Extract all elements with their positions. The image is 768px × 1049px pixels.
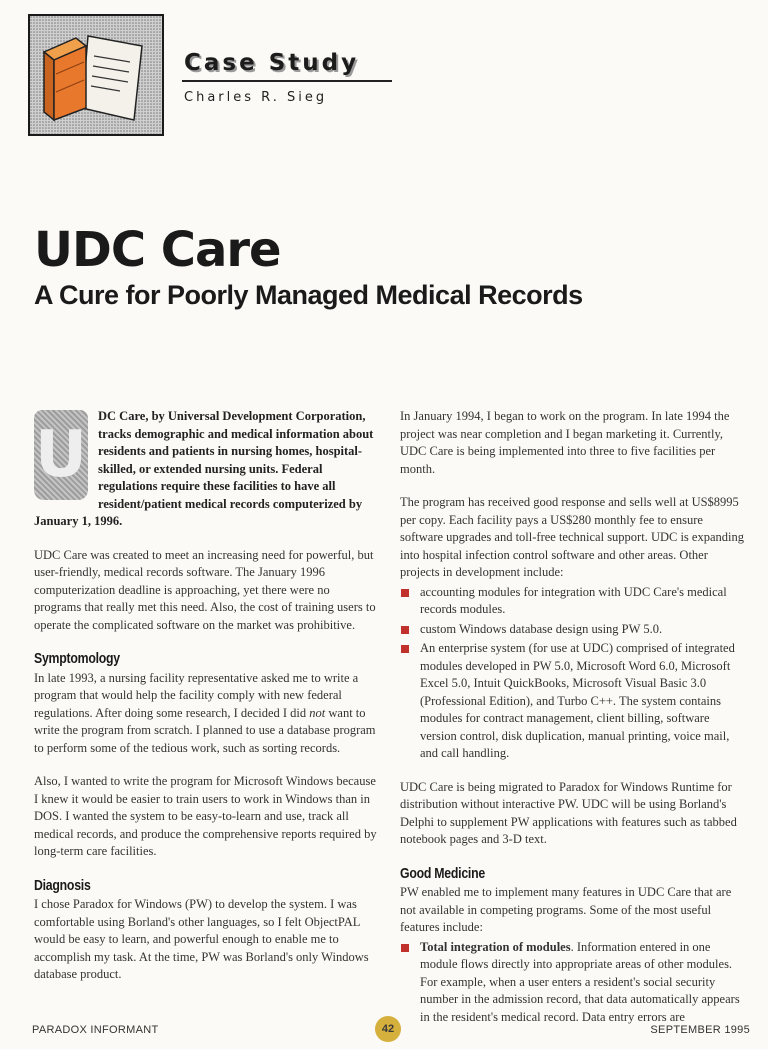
footer-date: SEPTEMBER 1995 [650, 1024, 750, 1036]
emphasis-not: not [309, 705, 326, 720]
symptomology-paragraph-2: Also, I wanted to write the program for Microsoft Windows because I knew it would be easier to train users to work in Windows than in DOS. I wanted the system to be easy-to-learn and use, track all medical records, and produce the comprehensive reports required by long-term care facilities. [34, 774, 377, 858]
intro-paragraph: UDC Care was created to meet an increasing need for powerful, but user-friendly, medical records software. The January 1996 computerization deadline is approaching, yet there were no programs that really met this need. Also, the cost of training users to operate the complicated software on the market was prohibitive. [34, 547, 376, 632]
lead-text: DC Care, by Universal Development Corporation, tracks demographic and medical information about residents and patients in nursing homes, hospital-skilled, or extended nursing units. Federal regulations require these facilities to have all resident/patient medical records computerized by January 1, 1996. [34, 409, 374, 528]
symptomology-paragraph-1: In late 1993, a nursing facility representative asked me to write a program that would help the facility comply with new federal regulations. After doing some research, I decided I did not want to write the program from scratch. I planned to use a database program to perform some of the tedious work, such as sorting records. [34, 670, 376, 755]
right-column [400, 408, 746, 1042]
section-heading-good-medicine: Good Medicine [400, 864, 485, 882]
diagnosis-paragraph: I chose Paradox for Windows (PW) to develop the system. I was comfortable using Borland's other languages, so I felt ObjectPAL would be easy to learn, and powerful enough to enable me to accomplish my task. At the time, PW was Borland's only Windows database product. [34, 897, 369, 981]
list-item: Total integration of modules. Information entered in one module flows directly into appropriate areas of other modules. For example, when a user enters a resident's social security number in the admission record, that data automatically appears in the resident's medical record. Data entry errors are [400, 939, 746, 1027]
good-medicine-paragraph: PW enabled me to implement many features in UDC Care that are not available in competing programs. Some of the most useful features include: [400, 885, 732, 934]
left-column [34, 408, 380, 1000]
section-title: Case Study [184, 50, 360, 76]
article-title: UDC Care [34, 222, 281, 278]
lead-paragraph [34, 408, 380, 531]
projects-list [400, 584, 746, 763]
list-item: An enterprise system (for use at UDC) comprised of integrated modules developed in PW 5.0, Microsoft Word 6.0, Microsoft Excel 5.0, Intuit QuickBooks, Microsoft Visual Basic 3.0 (Professional Edition), and Turbo C++. The system contains modules for contract management, client billing, software version control, disk duplication, manual printing, voice mail, and call handling. [400, 640, 746, 763]
feature-name: Total integration of modules [420, 939, 571, 954]
list-item: accounting modules for integration with UDC Care's medical records modules. [400, 584, 746, 619]
drop-cap: U [34, 410, 88, 500]
section-rule [182, 80, 392, 82]
footer-publication: PARADOX INFORMANT [32, 1024, 159, 1036]
list-item: custom Windows database design using PW 5.0. [400, 621, 746, 639]
document-stack-icon [28, 14, 164, 136]
right-paragraph-2: The program has received good response and sells well at US$8995 per copy. Each facility pays a US$280 monthly fee to ensure software upgrades and toll-free technical support. UDC is expanding into hospital infection control software and other areas. Other projects in development include: [400, 495, 744, 579]
right-paragraph-3: UDC Care is being migrated to Paradox for Windows Runtime for distribution without interactive PW. UDC will be using Borland's Delphi to supplement PW applications with features such as tabbed notebook pages and 3-D text. [400, 779, 737, 846]
article-subtitle: A Cure for Poorly Managed Medical Records [34, 280, 583, 310]
page-number-badge: 42 [375, 1016, 401, 1042]
author-byline: Charles R. Sieg [184, 90, 328, 105]
section-heading-symptomology: Symptomology [34, 650, 120, 667]
section-heading-diagnosis: Diagnosis [34, 876, 91, 894]
features-list [400, 939, 746, 1027]
right-paragraph-1: In January 1994, I began to work on the program. In late 1994 the project was near completion and I began marketing it. Currently, UDC Care is being implemented into three to five facilities per month. [400, 409, 730, 476]
